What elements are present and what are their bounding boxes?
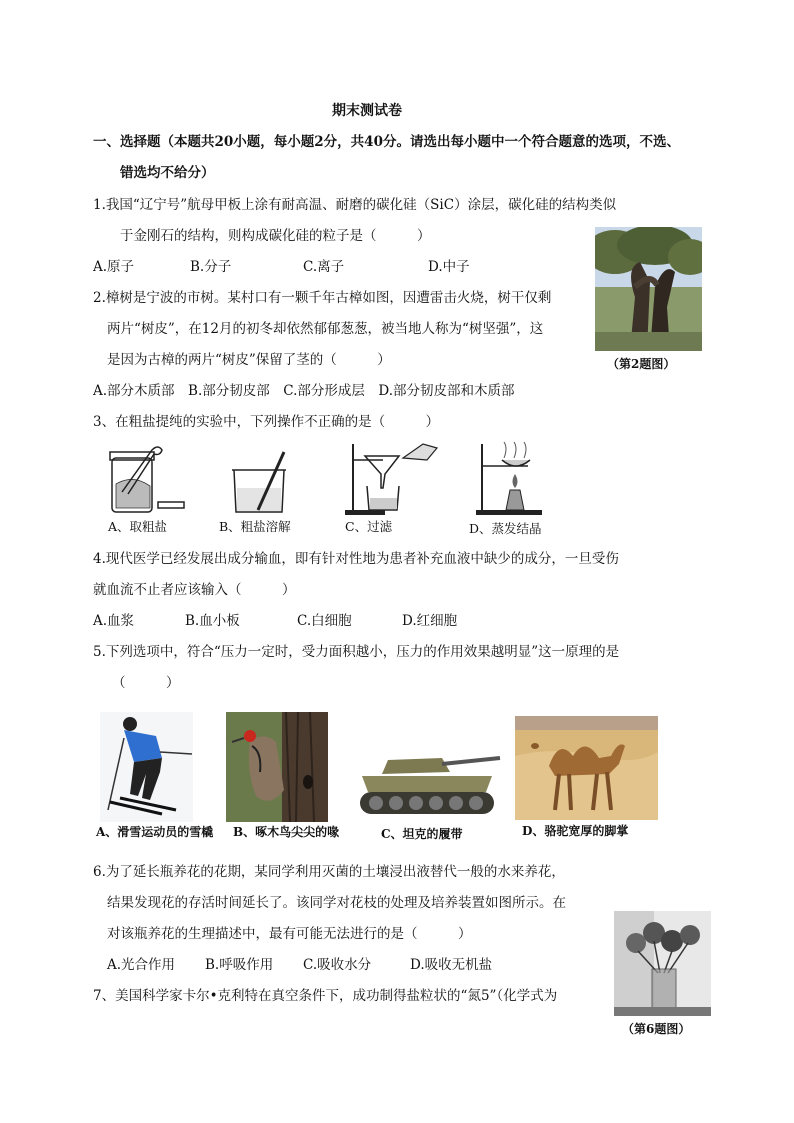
q6-option-c: C.吸收水分: [303, 957, 372, 973]
q1-stem-line2: 于金刚石的结构，则构成碳化硅的粒子是（ ）: [120, 228, 431, 244]
skier-photo: [100, 712, 193, 822]
q6-stem-line1: 6.为了延长瓶养花的花期，某同学利用灭菌的土壤浸出液替代一般的水来养花，: [93, 864, 565, 880]
q3-option-a: A、取粗盐: [108, 519, 168, 534]
q4-option-d: D.红细胞: [402, 613, 458, 629]
q5-option-c: C、坦克的履带: [381, 827, 463, 841]
q4-option-b: B.血小板: [185, 613, 240, 629]
q1-stem-line1: 1.我国“辽宁号”航母甲板上涂有耐高温、耐磨的碳化硅（SiC）涂层，碳化硅的结构类似: [93, 197, 617, 213]
q1-option-c: C.离子: [303, 259, 345, 275]
q1-option-b: B.分子: [190, 259, 232, 275]
filtration-apparatus: [343, 440, 443, 516]
camphor-tree-photo: [595, 227, 702, 351]
section-heading-line1: 一、选择题（本题共20小题，每小题2分，共40分。请选出每小题中一个符合题意的选项，不选、: [93, 134, 680, 150]
q2-options: A.部分木质部 B.部分韧皮部 C.部分形成层 D.部分韧皮部和木质部: [93, 383, 515, 399]
q6-option-a: A.光合作用: [107, 957, 176, 973]
q3-option-b: B、粗盐溶解: [219, 519, 291, 534]
q6-stem-line3: 对该瓶养花的生理描述中，最有可能无法进行的是（ ）: [107, 926, 472, 942]
page-title: 期末测试卷: [332, 103, 402, 119]
q5-option-b: B、啄木鸟尖尖的喙: [233, 825, 340, 839]
dissolve-apparatus: [228, 448, 294, 516]
evaporation-apparatus: [474, 440, 544, 516]
q5-option-d: D、骆驼宽厚的脚掌: [522, 824, 629, 838]
q4-stem-line1: 4.现代医学已经发展出成分输血，即有针对性地为患者补充血液中缺少的成分，一旦受伤: [93, 551, 619, 567]
q1-option-d: D.中子: [428, 259, 470, 275]
q5-stem-line2: （ ）: [112, 675, 180, 691]
q5-stem-line1: 5.下列选项中，符合“压力一定时，受力面积越小，压力的作用效果越明显”这一原理的是: [93, 644, 620, 660]
q7-stem-line1: 7、美国科学家卡尔•克利特在真空条件下，成功制得盐粒状的“氮5”（化学式为: [93, 988, 558, 1004]
tank-photo: [352, 740, 502, 822]
q3-option-d: D、蒸发结晶: [469, 521, 542, 536]
section-heading-line2: 错选均不给分）: [120, 165, 215, 181]
q4-option-a: A.血浆: [93, 613, 135, 629]
q6-figure-caption: （第6题图）: [622, 1022, 691, 1036]
q4-option-c: C.白细胞: [297, 613, 352, 629]
q2-figure-caption: （第2题图）: [607, 357, 676, 371]
q5-option-a: A、滑雪运动员的雪橇: [96, 825, 214, 839]
q6-option-d: D.吸收无机盐: [410, 957, 493, 973]
q3-stem: 3、在粗盐提纯的实验中，下列操作不正确的是（ ）: [93, 414, 440, 430]
q4-stem-line2: 就血流不止者应该输入（ ）: [93, 582, 296, 598]
q3-option-c: C、过滤: [345, 519, 393, 534]
flower-vase-photo: [614, 911, 711, 1016]
q6-stem-line2: 结果发现花的存活时间延长了。该同学对花枝的处理及培养装置如图所示。在: [107, 895, 566, 911]
take-salt-apparatus: [108, 444, 188, 516]
q2-stem-line3: 是因为古樟的两片“树皮”保留了茎的（ ）: [107, 352, 391, 368]
q2-stem-line2: 两片“树皮”，在12月的初冬却依然郁郁葱葱，被当地人称为“树坚强”，这: [107, 321, 544, 337]
camel-photo: [515, 716, 658, 820]
q1-option-a: A.原子: [93, 259, 135, 275]
q6-option-b: B.呼吸作用: [205, 957, 274, 973]
q2-stem-line1: 2.樟树是宁波的市树。某村口有一颗千年古樟如图，因遭雷击火烧，树干仅剩: [93, 290, 552, 306]
woodpecker-photo: [226, 712, 328, 822]
